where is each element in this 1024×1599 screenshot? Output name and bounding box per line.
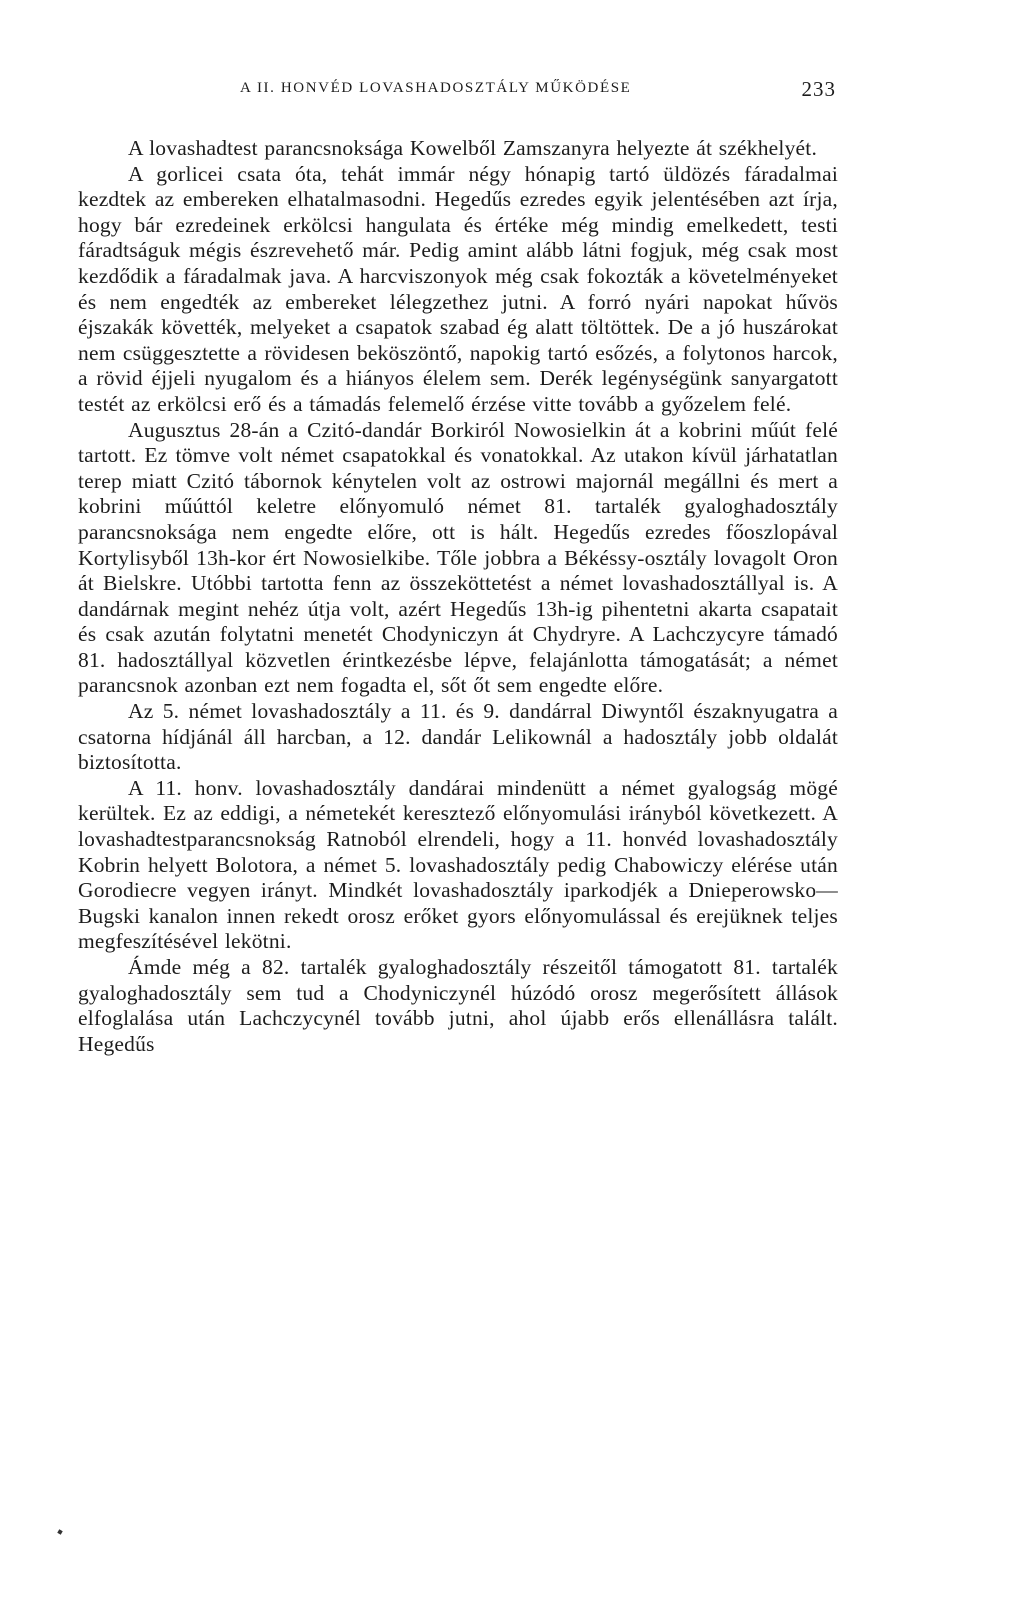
paragraph: Augusztus 28-án a Czitó-dandár Borkiról Nowosielkin át a kobrini műút felé tartott. Ez tömve volt német csapatokkal és vonatokkal. Az utakon kívül járhatatlan terep miatt Czitó tábornok kénytelen volt az ostrowi majornál megállni és mert a kobrini műúttól keletre előnyomuló német 81. tartalék gyaloghadosztály parancsnoksága nem engedte előre, ott is hált. Hegedűs ezredes főoszlopával Kortylisyből 13h-kor ért Nowosielkibe. Tőle jobbra a Békéssy-osztály lovagolt Oron át Bielskre. Utóbbi tartotta fenn az összeköttetést a német lovashadosztállyal is. A dandárnak megint nehéz útja volt, azért Hegedűs 13h-ig pihentetni akarta csapatait és csak azután folytatni menetét Chodyniczyn át Chydryre. A Lachczycyre támadó 81. hadosztállyal közvetlen érintkezésbe lépve, felajánlotta támogatását; a német parancsnok azonban ezt nem fogadta el, sőt őt sem engedte előre. <box>78 417 838 698</box>
paragraph: A lovashadtest parancsnoksága Kowelből Zamszanyra helyezte át székhelyét. <box>128 136 818 160</box>
paragraph: Ámde még a 82. tartalék gyaloghadosztály részeitől támogatott 81. tartalék gyaloghadosztály sem tud a Chodyniczynél húzódó orosz megerősített állások elfoglalása után Lachczycynél tovább jutni, ahol újabb erős ellenállásra talált. Hegedűs <box>78 955 838 1056</box>
body-text <box>78 136 838 1057</box>
paragraph: Az 5. német lovashadosztály a 11. és 9. dandárral Diwyntől északnyugatra a csatorna hídjánál áll harcban, a 12. dandár Lelikownál a hadosztály jobb oldalát biztosította. <box>78 699 838 775</box>
paragraph: A 11. honv. lovashadosztály dandárai mindenütt a német gyalogság mögé kerültek. Ez az eddigi, a németekét keresztező előnyomulási irányból következett. A lovashadtestparancsnokság Ratnoból elrendeli, hogy a 11. honvéd lovashadosztály Kobrin helyett Bolotora, a német 5. lovashadosztály pedig Chabowiczy elérése után Gorodiecre vegyen irányt. Mindkét lovashadosztály iparkodjék a Dnieperowsko—Bugski kanalon innen rekedt orosz erőket gyors előnyomulással és erejüknek teljes megfeszítésével lekötni. <box>78 775 838 954</box>
chapter-title: A II. HONVÉD LOVASHADOSZTÁLY MŰKÖDÉSE <box>240 80 632 96</box>
ink-speck <box>57 1529 62 1534</box>
running-header <box>78 77 836 104</box>
page-number: 233 <box>801 77 836 101</box>
paragraph: A gorlicei csata óta, tehát immár négy hónapig tartó üldözés fáradalmai kezdtek az embereken elhatalmasodni. Hegedűs ezredes egyik jelentésében azt írja, hogy bár ezredeinek erkölcsi hangulata és értéke még mindig emelkedett, testi fáradtságuk mégis észrevehető már. Pedig amint alább látni fogjuk, még csak most kezdődik a fáradalmak java. A harcviszonyok még csak fokozták a követelményeket és nem engedték az embereket lélegzethez jutni. A forró nyári napokat hűvös éjszakák követték, melyeket a csapatok szabad ég alatt töltöttek. De a jó huszárokat nem csüggesztette a rövidesen beköszöntő, napokig tartó esőzés, a folytonos harcok, a rövid éjjeli nyugalom és a hiányos élelem sem. Derék legénységünk sanyargatott testét az erkölcsi erő és a támadás felemelő érzése vitte tovább a győzelem felé. <box>78 161 838 416</box>
